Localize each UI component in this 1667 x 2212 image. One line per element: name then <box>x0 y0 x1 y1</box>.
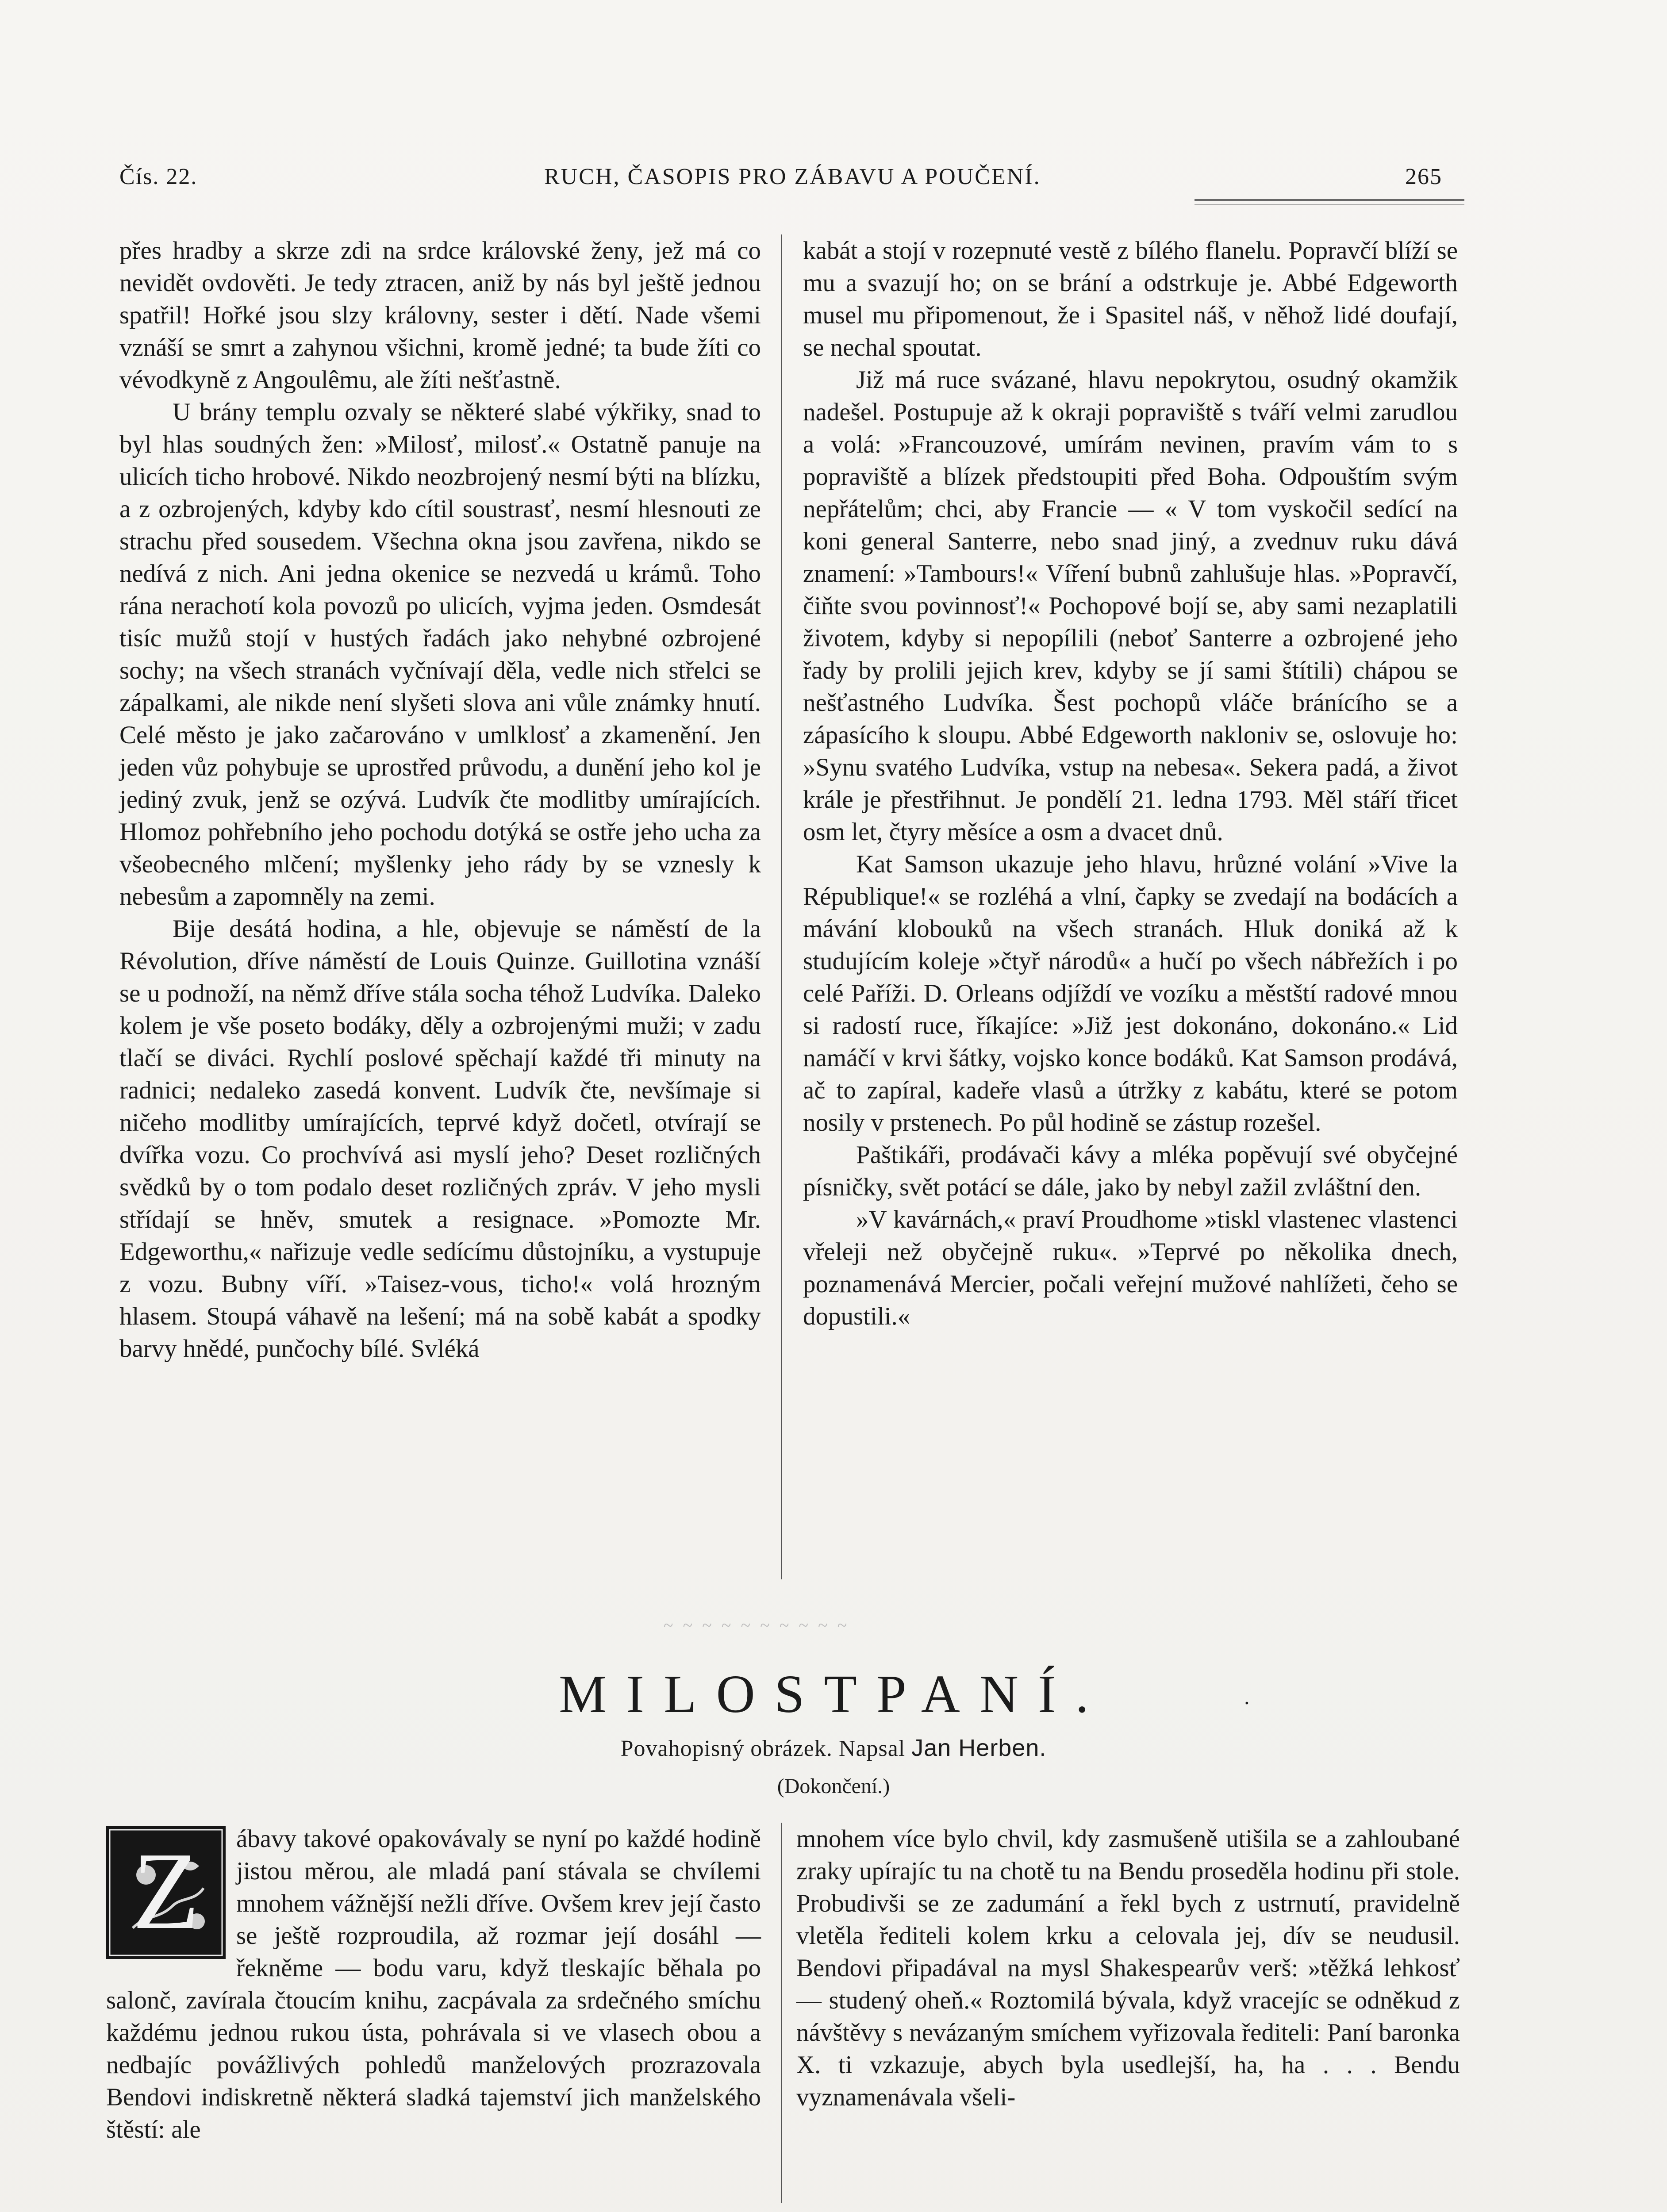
paragraph: Bije desátá hodina, a hle, objevuje se náměstí de la Révolution, dříve náměstí de Louis Quinze. Guillotina vznáší se u podnoží, na němž dříve stála socha téhož Ludvíka. Daleko kolem je vše poseto bodáky, děly a ozbrojenými muži; v zadu tlačí se diváci. Rychlí poslové spěchají každé tři minuty na radnici; nedaleko zasedá konvent. Ludvík čte, nevšímaje si ničeho modlitby umírajících, teprvé když dočetl, otvírají se dvířka vozu. Co prochvívá asi myslí jeho? Deset rozličných svědků by o tom podalo deset rozličných zpráv. V jeho mysli střídají se hněv, smutek a resignace. »Pomozte Mr. Edgeworthu,« nařizuje vedle sedícímu důstojníku, a vystupuje z vozu. Bubny víří. »Taisez-vous, ticho!« volá hrozným hlasem. Stoupá váhavě na lešení; má na sobě kabát a spodky barvy hnědé, punčochy bílé. Svléká <box>119 915 761 1363</box>
paragraph: Kat Samson ukazuje jeho hlavu, hrůzné volání »Vive la République!« se rozléhá a vlní, čapky se zvedají na bodácích a mávání klobouků na všech stranách. Hluk doniká až k studujícím koleje »čtyř národů« a hučí po všech nábřežích i po celé Paříži. D. Orleans odjíždí ve vozíku a městští radové mnou si radostí ruce, říkajíce: »Již jest dokonáno, dokonáno.« Lid namáčí v krvi šátky, vojsko konce bodáků. Kat Samson prodává, ač to zapíral, kadeře vlasů a útržky z kabátu, které se potom nosily v prstenech. Po půl hodině se zástup rozešel. <box>803 850 1458 1137</box>
paragraph: kabát a stojí v rozepnuté vestě z bílého flanelu. Popravčí blíží se mu a svazují ho; on se brání a odstrkuje je. Abbé Edgeworth musel mu připomenout, že i Spasitel náš, v něhož lidé doufají, se nechal spoutat. <box>803 237 1458 361</box>
issue-number: Čís. 22. <box>119 164 198 189</box>
subtitle-text: Povahopisný obrázek. Napsal <box>620 1736 906 1761</box>
ornamental-initial-icon <box>106 1826 226 1959</box>
stray-dot: · <box>1243 1690 1251 1715</box>
author-name: Jan Herben. <box>911 1735 1047 1761</box>
page-number: 265 <box>1405 164 1442 189</box>
column-divider <box>781 234 782 1579</box>
header-rule <box>1195 199 1464 201</box>
paragraph: Již má ruce svázané, hlavu nepokrytou, osudný okamžik nadešel. Postupuje až k okraji popraviště s tváří velmi zarudlou a volá: »Francouzové, umírám nevinen, pravím vám to s popraviště a blízek předstoupiti před Boha. Odpouštím svým nepřátelům; chci, aby Francie — « V tom vyskočil sedící na koni general Santerre, nebo snad jiný, a zvednuv ruku dává znamení: »Tambours!« Víření bubnů zahlušuje hlas. »Popravčí, čiňte svou povinnosť!« Pochopové bojí se, aby sami nezaplatili životem, kdyby si nepopílili (neboť Santerre a ozbrojené jeho řady by prolili jejich krev, kdyby se jí sami štítili) chápou se nešťastného Ludvíka. Šest pochopů vláče bránícího se a zápasícího k sloupu. Abbé Edgeworth nakloniv se, oslovuje ho: »Synu svatého Ludvíka, vstup na nebesa«. Sekera padá, a život krále je přestřihnut. Je pondělí 21. ledna 1793. Měl stáří třicet osm let, čtyry měsíce a osm a dvacet dnů. <box>803 366 1458 846</box>
article1-column-right <box>803 234 1458 1588</box>
article-subtitle <box>0 1734 1667 1762</box>
running-header <box>119 159 1442 195</box>
drop-cap-ornament <box>106 1826 226 1959</box>
section-ornament: ~ ~ ~ ~ ~ ~ ~ ~ ~ ~ <box>664 1615 850 1628</box>
continuation-note: (Dokončení.) <box>777 1774 890 1798</box>
drop-cap-letter: Z <box>132 1830 200 1952</box>
paragraph: mnohem více bylo chvil, kdy zasmušeně utišila se a zahloubané zraky upírajíc tu na chotě tu na Bendu proseděla hodinu při stole. Probudivši se ze zadumání a řekl bych z ustrnutí, pravidelně vletěla řediteli kolem krku a celovala jej, dív se neudusil. Bendovi připadával na mysl Shakespearův verš: »těžká lehkosť — studený oheň.« Roztomilá bývala, když vracejíc se odněkud z návštěvy s nevázaným smíchem vyřizovala řediteli: Paní baronka X. ti vzkazuje, abych byla usedlejší, ha, ha . . . Bendu vyznamenávala všeli- <box>796 1825 1460 2111</box>
header-rule-thin <box>1195 204 1464 205</box>
paragraph: »V kavárnách,« praví Proudhome »tiskl vlastenec vlastenci vřeleji než obyčejně ruku«. »Teprvé po několika dnech, poznamenává Mercier, počali veřejní mužové nahlížeti, čeho se dopustili.« <box>803 1206 1458 1330</box>
article2-column-left <box>106 1823 761 2212</box>
paragraph: Paštikáři, prodávači kávy a mléka popěvují své obyčejné písničky, svět potácí se dále, jako by nebyl zažil zvláštní den. <box>803 1141 1458 1201</box>
paragraph: přes hradby a skrze zdi na srdce královské ženy, jež má co nevidět ovdověti. Je tedy ztracen, aniž by nás byl ještě jednou spatřil! Hořké jsou slzy královny, sester i dětí. Nade všemi vznáší se smrt a zahynou všichni, kromě jedné; ta bude žíti co vévodkyně z Angoulêmu, ale žíti nešťastně. <box>119 237 761 394</box>
article1-column-left <box>119 234 761 1588</box>
article-title: MILOSTPANÍ. <box>558 1664 1109 1724</box>
journal-title: RUCH, ČASOPIS PRO ZÁBAVU A POUČENÍ. <box>544 164 1041 189</box>
paragraph: U brány templu ozvaly se některé slabé výkřiky, snad to byl hlas soudných žen: »Milosť, milosť.« Ostatně panuje na ulicích ticho hrobové. Nikdo neozbrojený nesmí býti na blízku, a z ozbrojených, kdyby kdo cítil soustrasť, nesmí hlesnouti ze strachu před sousedem. Všechna okna jsou zavřena, nikdo se nedívá z nich. Ani jedna okenice se nezvedá u krámů. Toho rána nerachotí kola povozů po ulicích, vyjma jeden. Osmdesát tisíc mužů stojí v hustých řadách jako nehybné ozbrojené sochy; na všech stranách vyčnívají děla, vedle nich střelci se zápalkami, ale nikde není slyšeti slova ani vůle známky hnutí. Celé město je jako začarováno v umlklosť a zkamenění. Jen jeden vůz pohybuje se uprostřed průvodu, a dunění jeho kol je jediný zvuk, jenž se ozývá. Ludvík čte modlitby umírajících. Hlomoz pohřebního jeho pochodu dotýká se ostře jeho ucha za všeobecného mlčení; myšlenky jeho rády by se vznesly k nebesům a zapomněly na zemi. <box>119 398 761 910</box>
column-divider <box>781 1823 782 2203</box>
article2-column-right <box>796 1823 1460 2212</box>
paragraph: ábavy takové opakovávaly se nyní po každé hodině jistou měrou, ale mladá paní stávala se chvílemi mnohem vážnější nežli dříve. Ovšem krev její často se ještě rozproudila, až rozmar její dosáhl — řekněme — bodu varu, když tleskajíc běhala po salonč, zavírala čtoucím knihu, zacpávala za srdečného smíchu každému jednou rukou ústa, pohrávala si ve vlasech obou a nedbajíc povážlivých pohledů manželových prozrazovala Bendovi indiskretně některá sladká tajemství jich manželského štěstí: ale <box>106 1825 761 2143</box>
